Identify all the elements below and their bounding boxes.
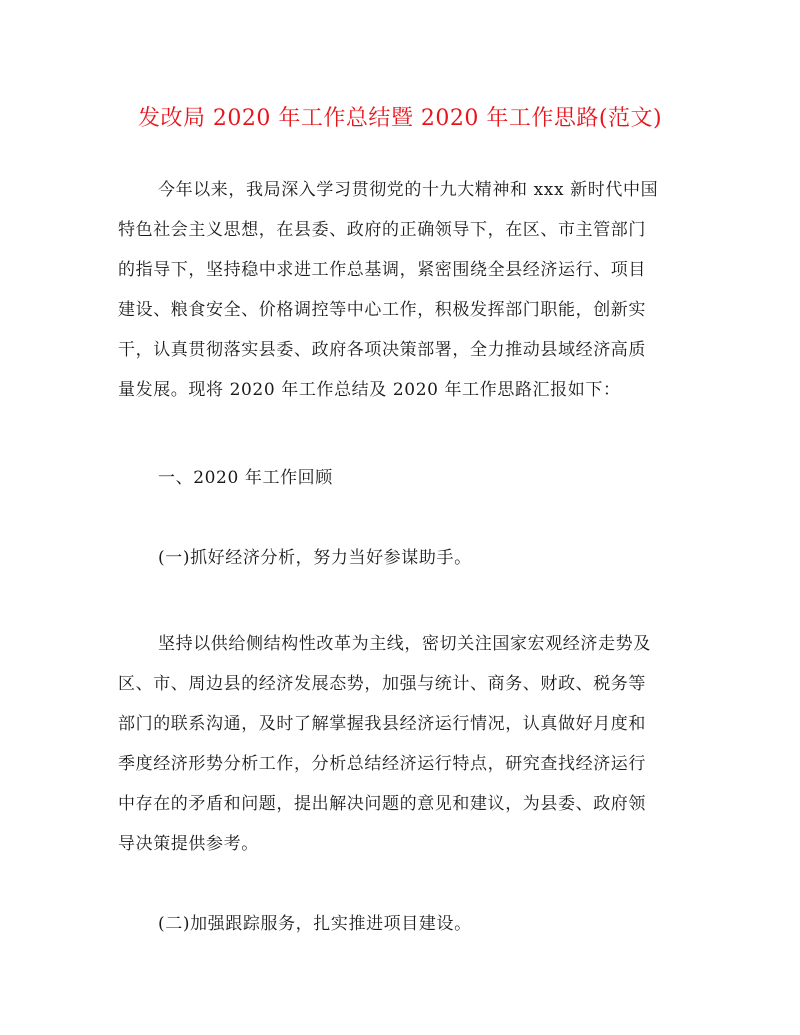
intro-line-6: 量发展。现将 2020 年工作总结及 2020 年工作思路汇报如下： xyxy=(118,380,621,400)
intro-line-2: 特色社会主义思想，在县委、政府的正确领导下，在区、市主管部门 xyxy=(118,220,646,240)
intro-line-4: 建设、粮食安全、价格调控等中心工作，积极发挥部门职能，创新实 xyxy=(118,300,646,320)
paragraph-1-line-1: 坚持以供给侧结构性改革为主线，密切关注国家宏观经济走势及 xyxy=(158,634,651,654)
paragraph-1-line-6: 导决策提供参考。 xyxy=(118,834,259,854)
subsection-heading-2: (二)加强跟踪服务，扎实推进项目建设。 xyxy=(158,914,472,934)
paragraph-1-line-4: 季度经济形势分析工作，分析总结经济运行特点，研究查找经济运行 xyxy=(118,754,646,774)
intro-line-1: 今年以来，我局深入学习贯彻党的十九大精神和 xxx 新时代中国 xyxy=(158,180,659,200)
paragraph-1-line-2: 区、市、周边县的经济发展态势，加强与统计、商务、财政、税务等 xyxy=(118,674,646,694)
paragraph-1-line-5: 中存在的矛盾和问题，提出解决问题的意见和建议，为县委、政府领 xyxy=(118,794,646,814)
section-heading-1: 一、2020 年工作回顾 xyxy=(158,468,333,488)
subsection-heading-1: (一)抓好经济分析，努力当好参谋助手。 xyxy=(158,548,472,568)
intro-line-5: 干，认真贯彻落实县委、政府各项决策部署，全力推动县域经济高质 xyxy=(118,340,646,360)
document-title: 发改局 2020 年工作总结暨 2020 年工作思路(范文) xyxy=(137,106,663,131)
paragraph-1-line-3: 部门的联系沟通，及时了解掌握我县经济运行情况，认真做好月度和 xyxy=(118,714,646,734)
intro-line-3: 的指导下，坚持稳中求进工作总基调，紧密围绕全县经济运行、项目 xyxy=(118,260,646,280)
